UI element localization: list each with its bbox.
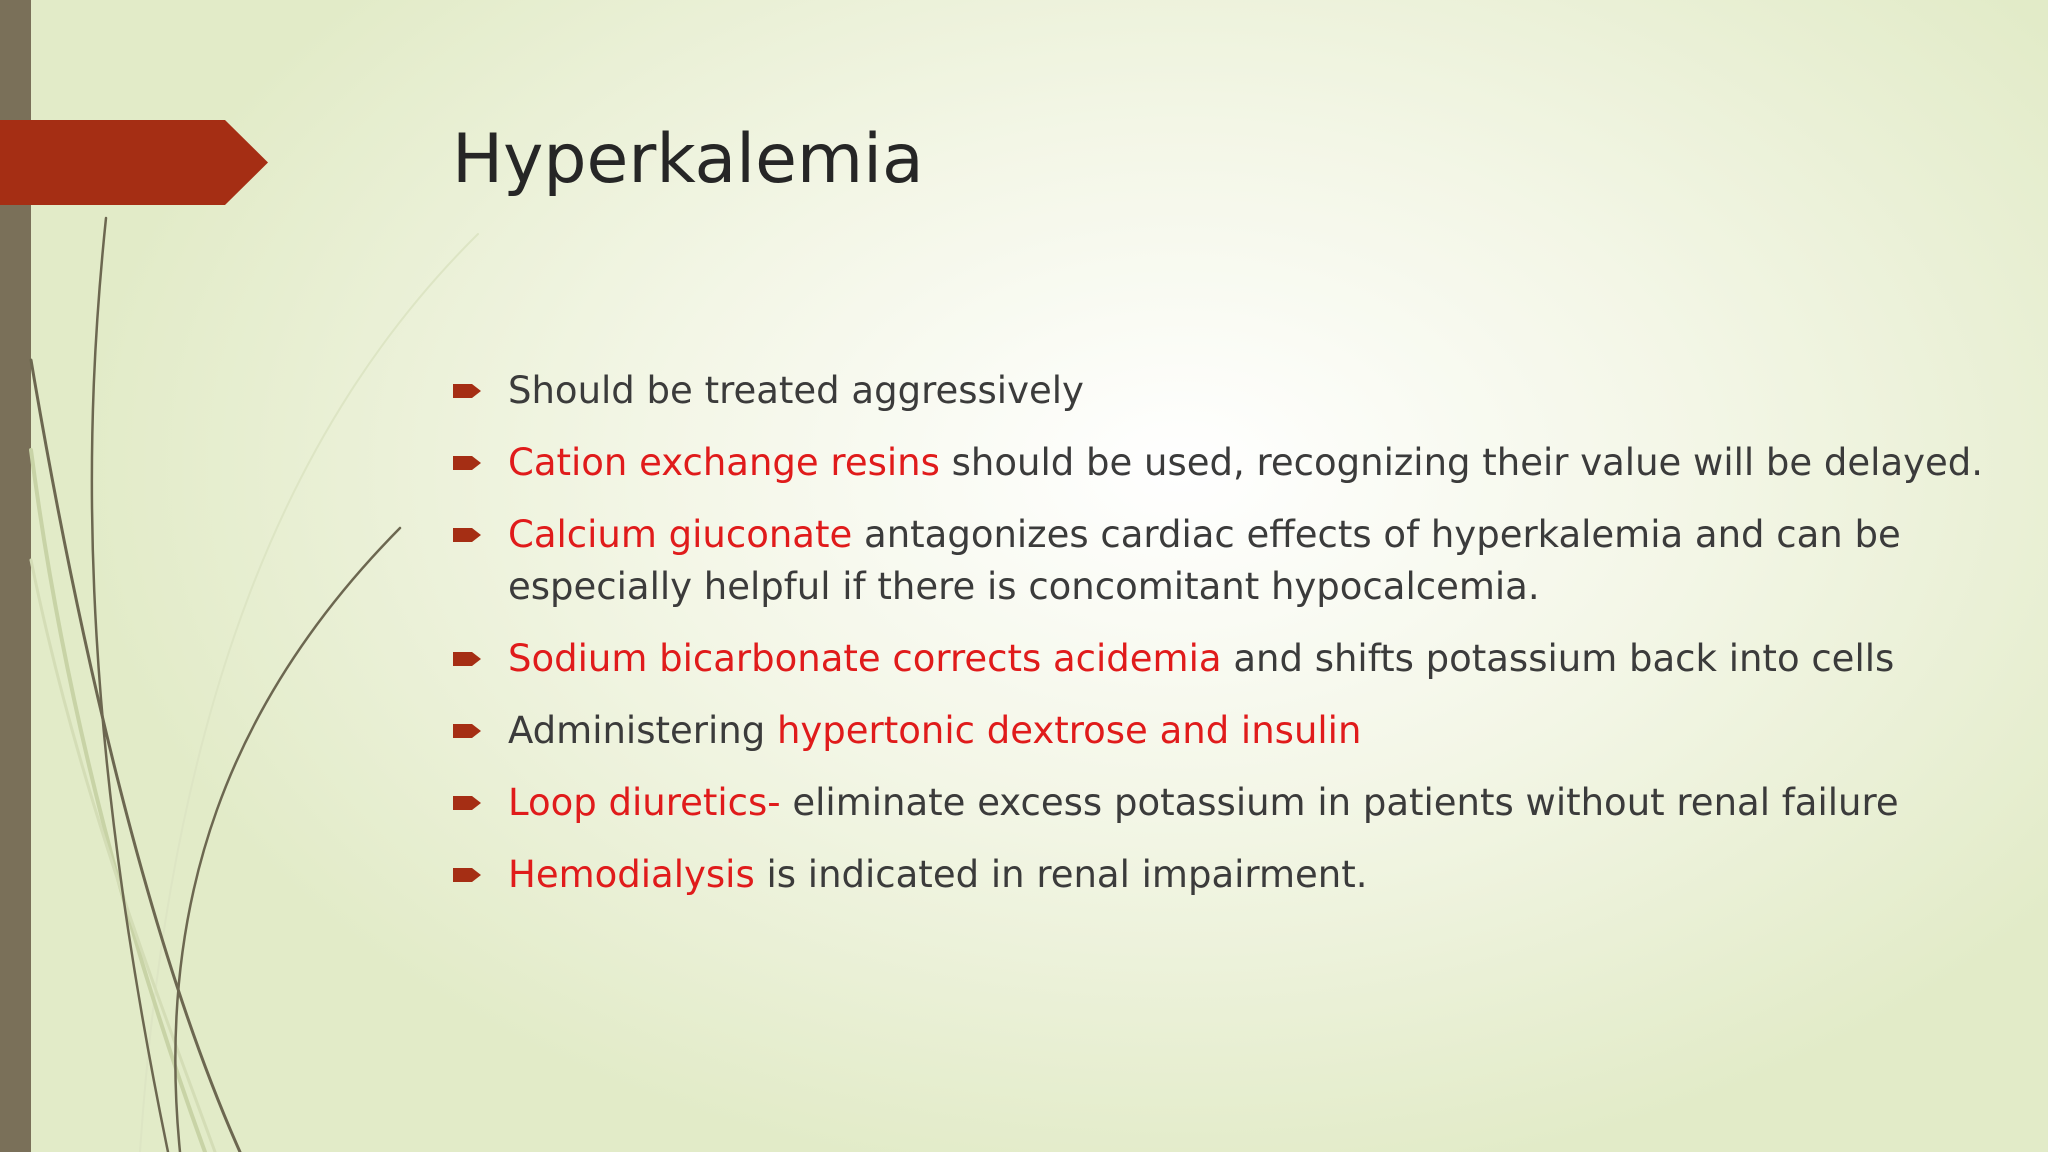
bullet-highlight: Hemodialysis [508,853,755,896]
title-accent-tab [0,120,268,205]
bullet-highlight: Calcium giuconate [508,513,853,556]
bullet-highlight: Loop diuretics- [508,781,781,824]
bullet-text: Should be treated aggressively [508,369,1084,412]
bullet-text: is indicated in renal impairment. [754,853,1368,896]
bullet-item [452,705,1992,757]
bullet-highlight: hypertonic dextrose and insulin [776,709,1362,752]
bullet-highlight: Cation exchange resins [508,441,940,484]
bullet-list [452,365,1992,921]
bullet-item [452,777,1992,829]
bullet-item [452,365,1992,417]
bullet-text: should be used, recognizing their value will be delayed. [939,441,1984,484]
bullet-text: eliminate excess potassium in patients without renal failure [780,781,1899,824]
bullet-item [452,633,1992,685]
bullet-text: antagonizes cardiac effects of hyperkalemia and can be especially helpful if there is concomitant hypocalcemia. [508,513,1901,608]
bullet-highlight: Sodium bicarbonate corrects acidemia [508,637,1222,680]
arrow-bullet-icon [453,649,485,669]
bullet-text: and shifts potassium back into cells [1221,637,1895,680]
arrow-bullet-icon [453,453,485,473]
arrow-bullet-icon [453,793,485,813]
slide-title: Hyperkalemia [452,120,924,199]
bullet-item [452,437,1992,489]
arrow-bullet-icon [453,525,485,545]
bullet-item [452,849,1992,901]
bullet-lead: Administering [508,709,777,752]
arrow-bullet-icon [453,381,485,401]
arrow-bullet-icon [453,721,485,741]
bullet-item [452,509,1992,613]
arrow-bullet-icon [453,865,485,885]
